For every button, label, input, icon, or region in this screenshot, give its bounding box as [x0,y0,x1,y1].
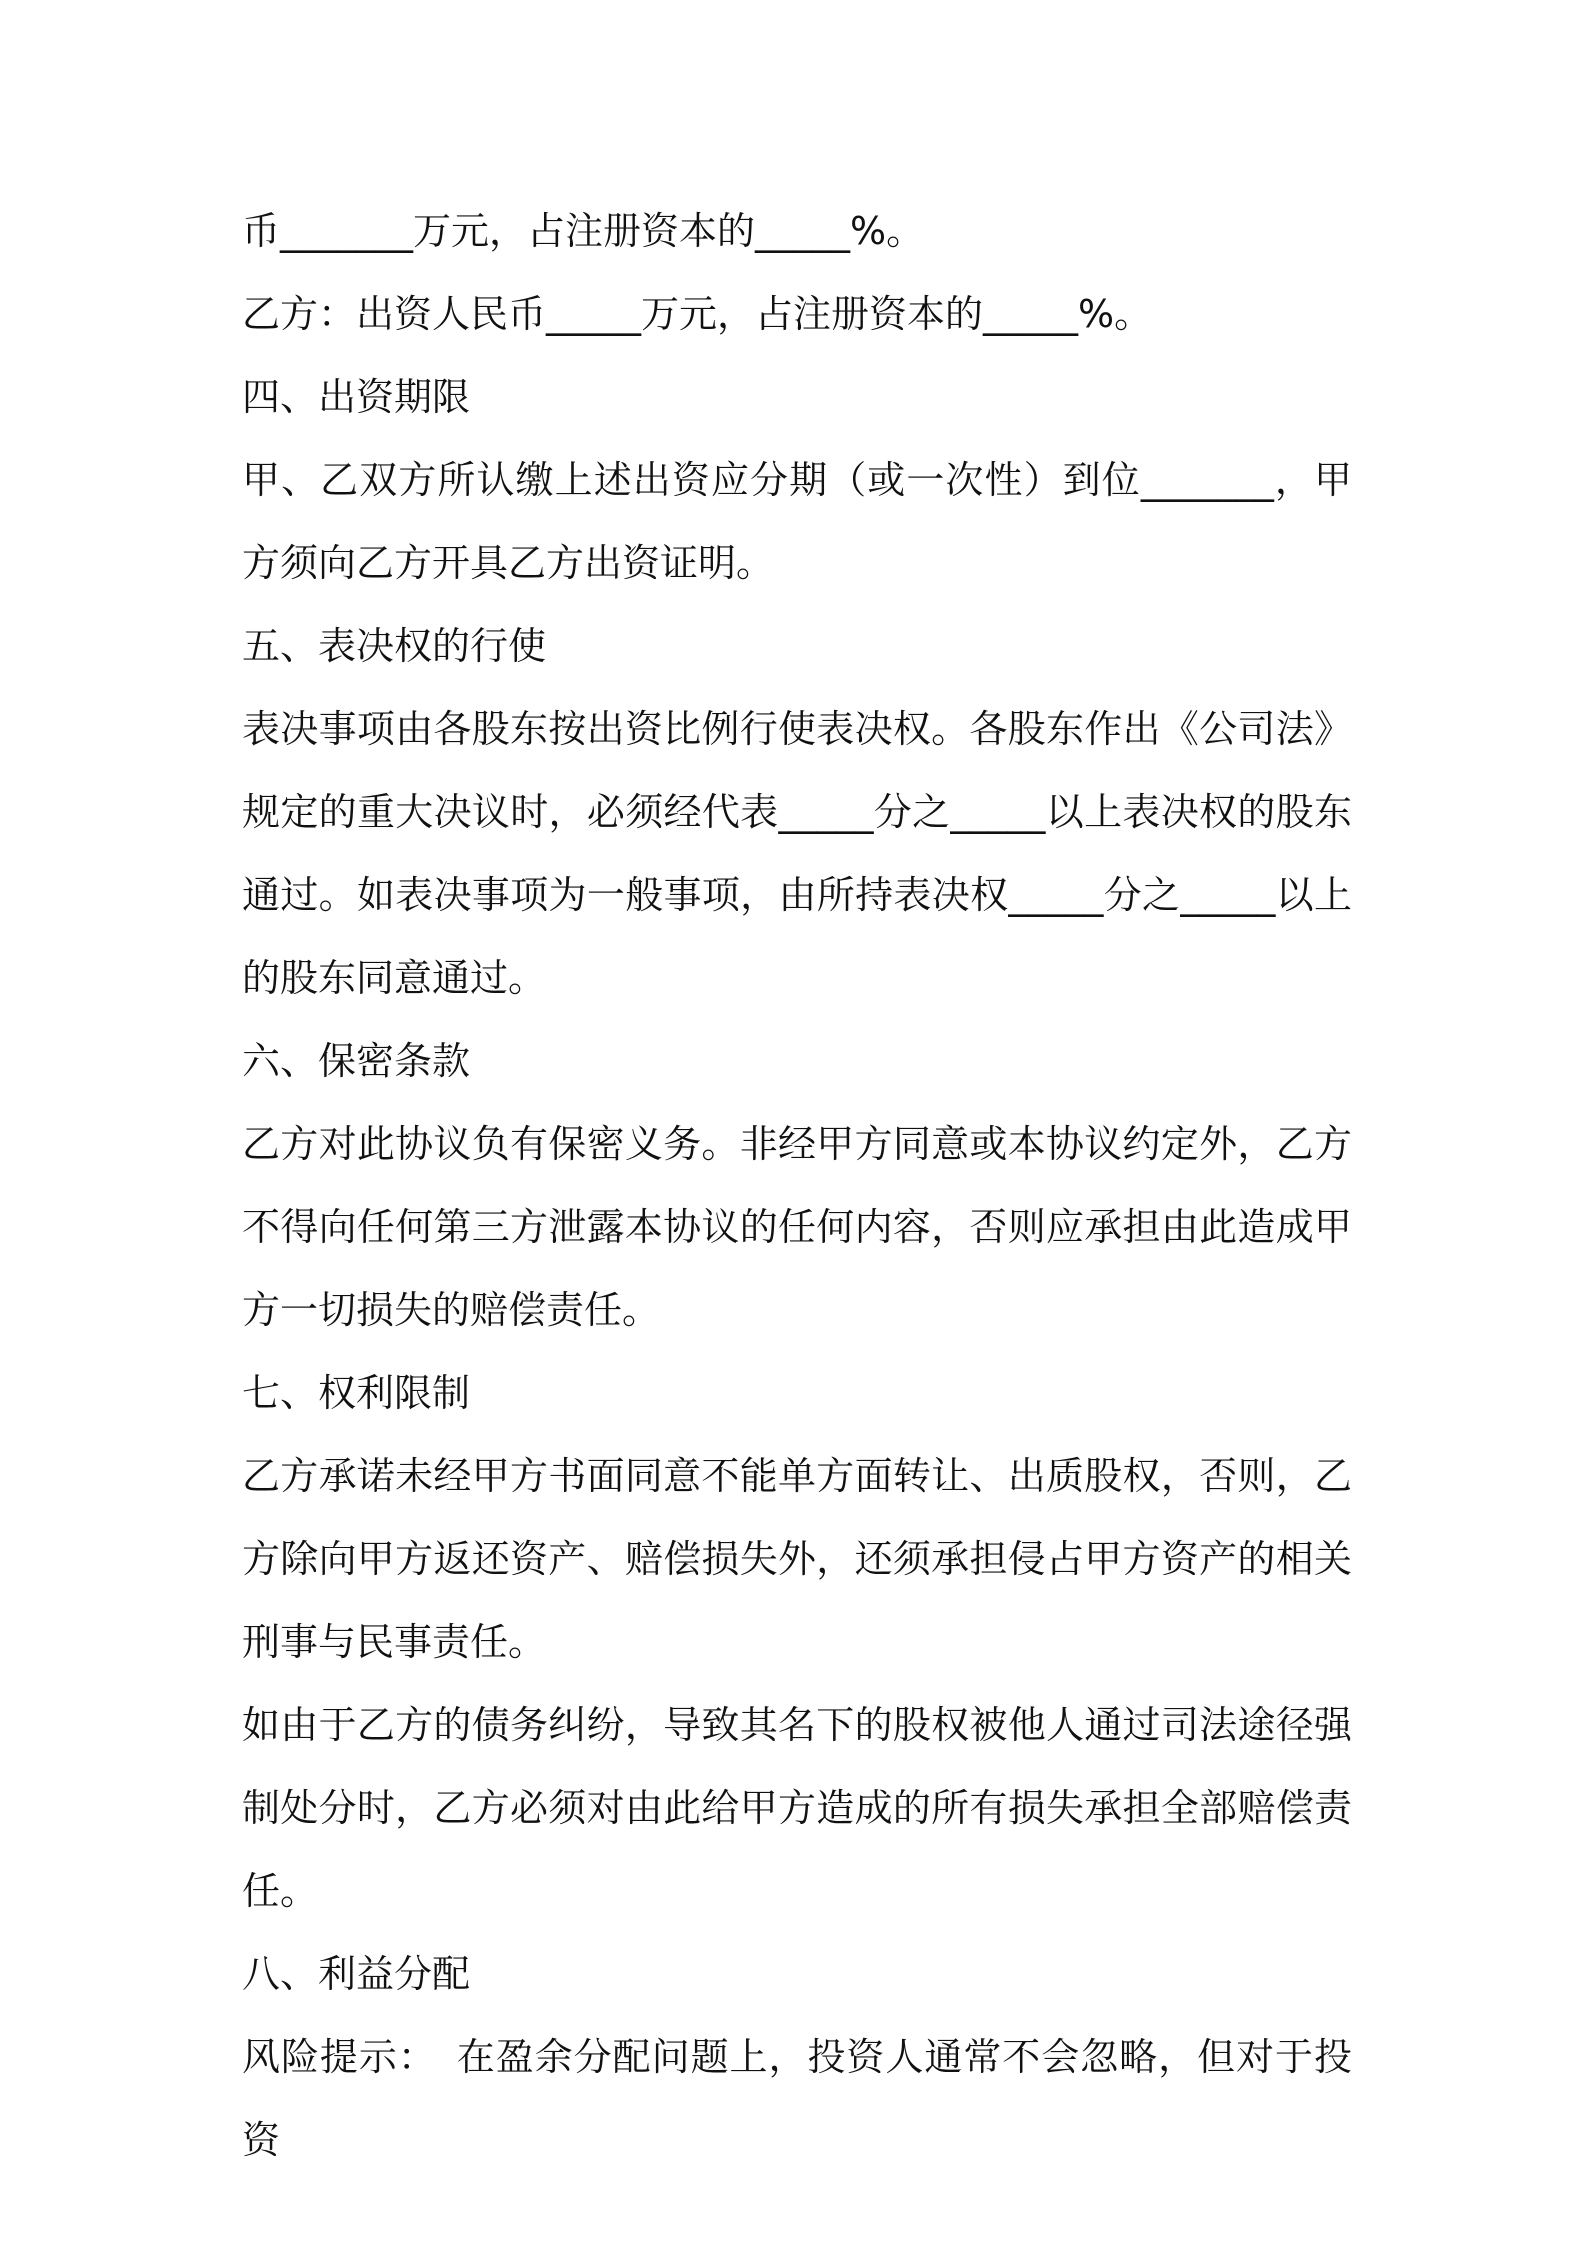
heading-section-8: 八、利益分配 [242,1952,471,1996]
para-capital-b-contribution: 乙方：出资人民币_____万元，占注册资本的_____%。 [242,292,1153,336]
heading-section-7: 七、权利限制 [242,1371,471,1415]
para-contribution-term: 甲、乙双方所认缴上述出资应分期（或一次性）到位_______，甲方须向乙方开具乙方出资证明。 [242,458,1352,585]
document-body [242,190,1352,2182]
para-voting-rights: 表决事项由各股东按出资比例行使表决权。各股东作出《公司法》规定的重大决议时，必须经代表_____分之_____以上表决权的股东通过。如表决事项为一般事项，由所持表决权_____分之_____以上的股东同意通过。 [242,707,1352,1000]
para-risk-notice: 风险提示： 在盈余分配问题上，投资人通常不会忽略，但对于投资 [242,2035,1352,2162]
para-rights-restriction: 乙方承诺未经甲方书面同意不能单方面转让、出质股权，否则，乙方除向甲方返还资产、赔偿损失外，还须承担侵占甲方资产的相关刑事与民事责任。 [242,1454,1352,1664]
heading-section-5: 五、表决权的行使 [242,624,547,668]
para-capital-a-contribution: 币_______万元，占注册资本的_____%。 [242,209,925,253]
para-debt-dispute: 如由于乙方的债务纠纷，导致其名下的股权被他人通过司法途径强制处分时，乙方必须对由此给甲方造成的所有损失承担全部赔偿责任。 [242,1703,1352,1913]
para-confidentiality: 乙方对此协议负有保密义务。非经甲方同意或本协议约定外，乙方不得向任何第三方泄露本协议的任何内容，否则应承担由此造成甲方一切损失的赔偿责任。 [242,1122,1352,1332]
heading-section-6: 六、保密条款 [242,1039,471,1083]
heading-section-4: 四、出资期限 [242,375,471,419]
